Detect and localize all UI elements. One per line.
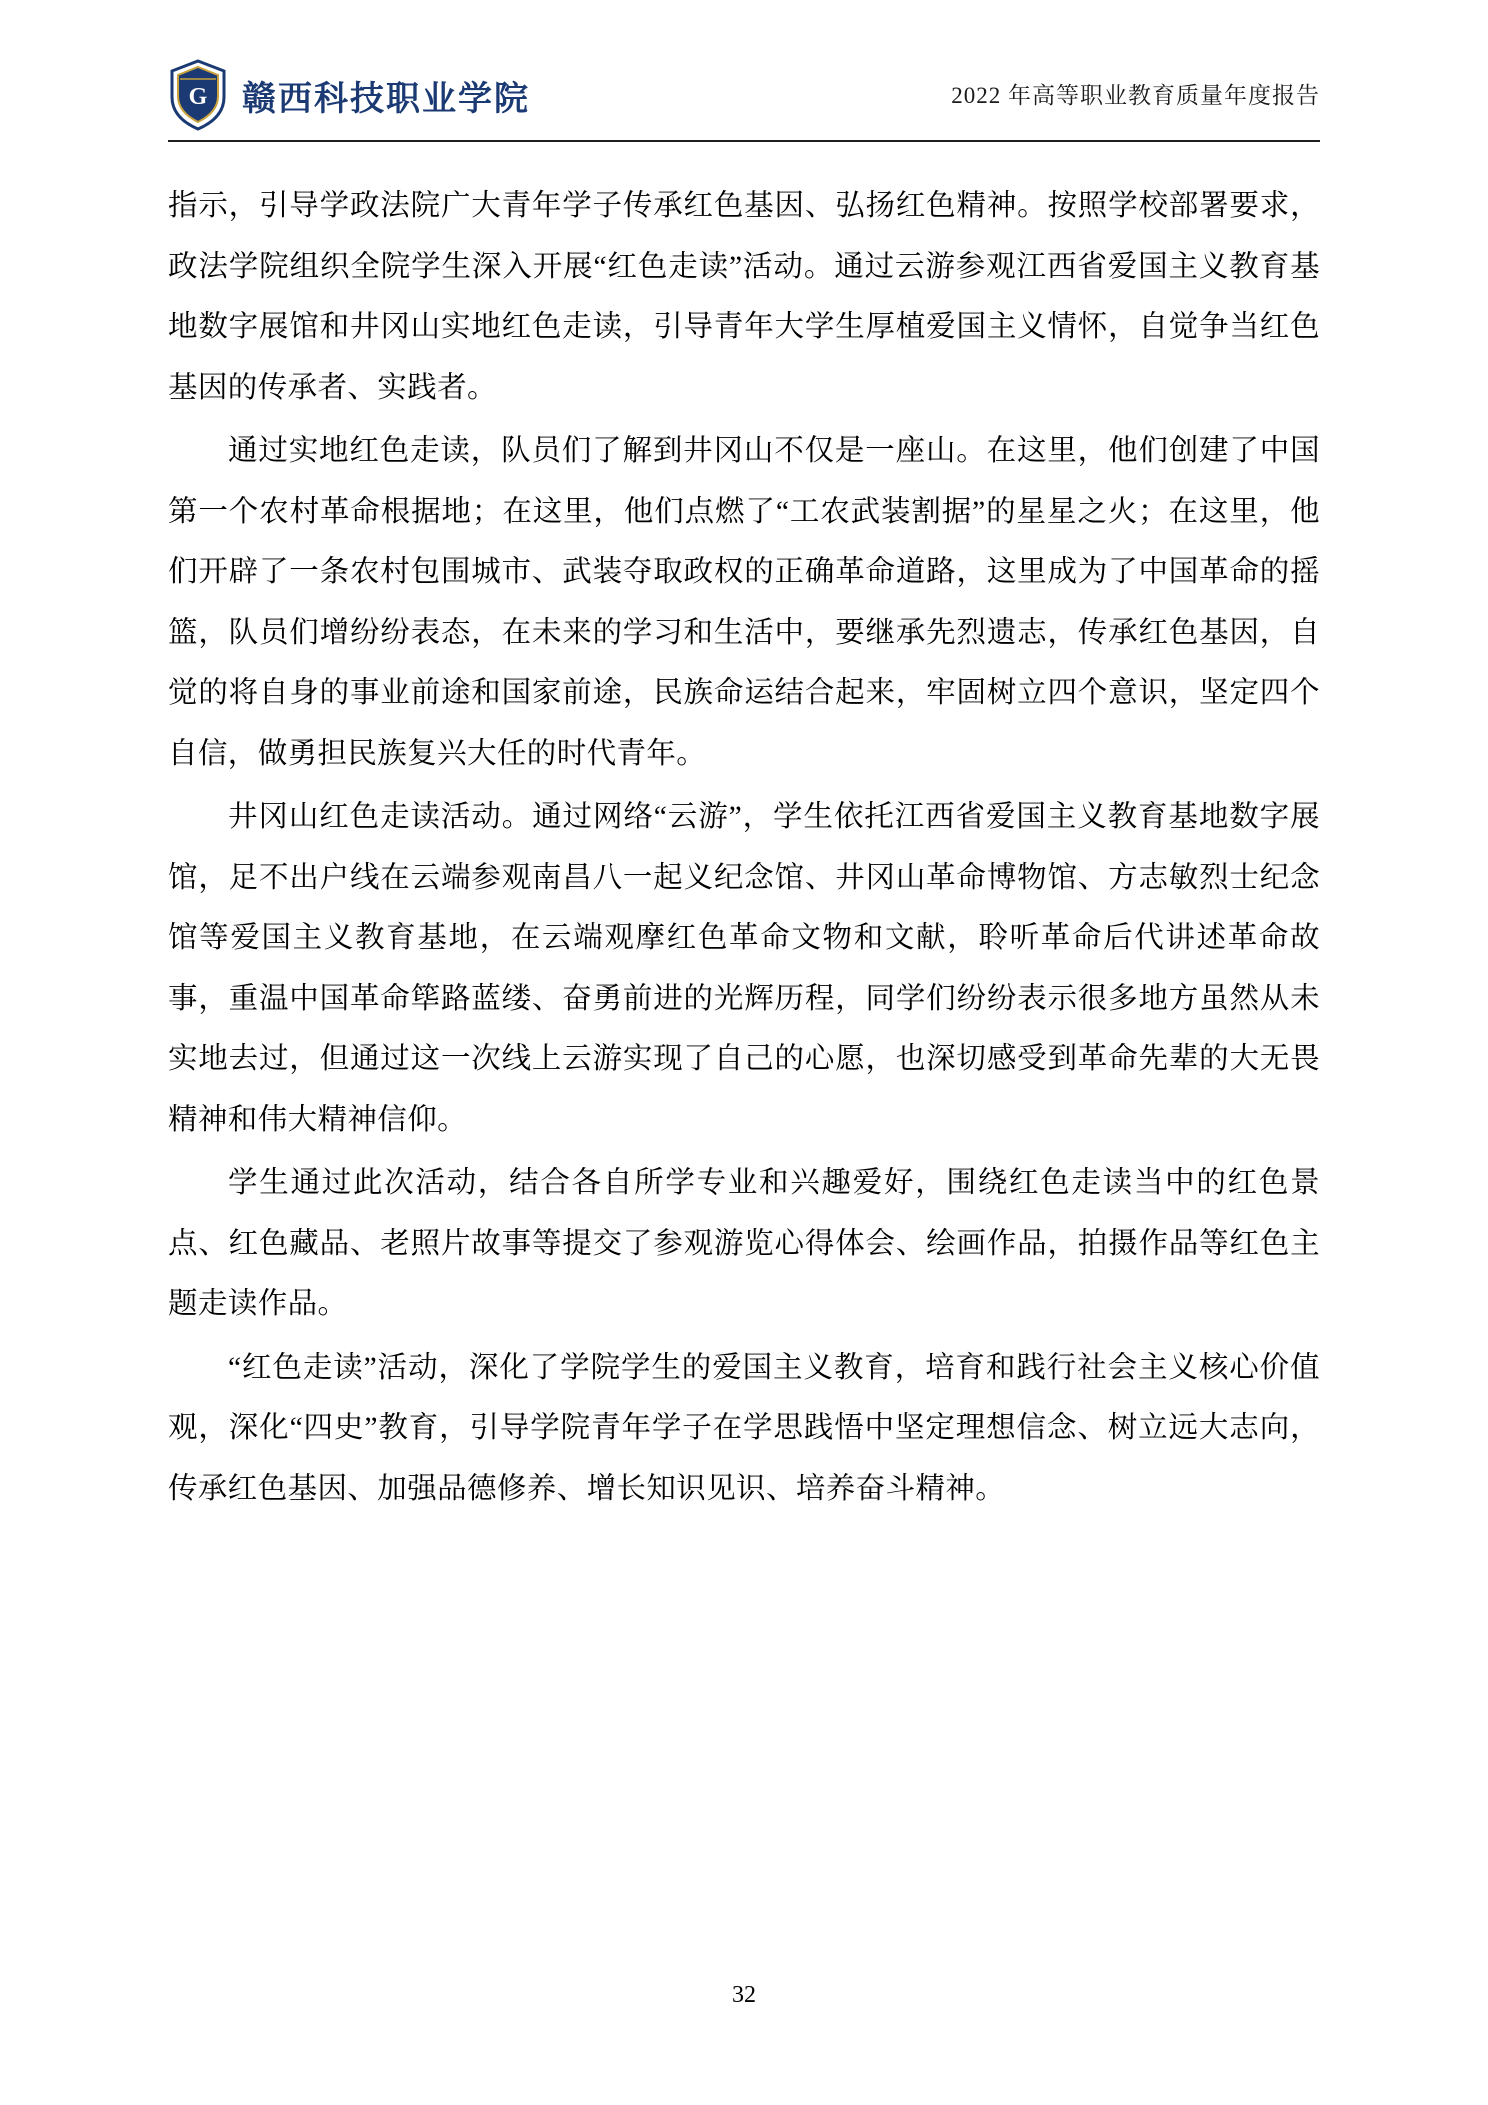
- page-header: [168, 55, 1320, 135]
- svg-text:G: G: [188, 84, 208, 110]
- school-name: 赣西科技职业学院: [242, 80, 530, 118]
- school-emblem-icon: [168, 59, 228, 131]
- document-body: [168, 176, 1320, 1522]
- paragraph: 学生通过此次活动，结合各自所学专业和兴趣爱好，围绕红色走读当中的红色景点、红色藏品、老照片故事等提交了参观游览心得体会、绘画作品，拍摄作品等红色主题走读作品。: [168, 1167, 1320, 1320]
- page-number: 32: [732, 1982, 756, 2008]
- paragraph: 指示，引导学政法院广大青年学子传承红色基因、弘扬红色精神。按照学校部署要求，政法学院组织全院学生深入开展“红色走读”活动。通过云游参观江西省爱国主义教育基地数字展馆和井冈山实地红色走读，引导青年大学生厚植爱国主义情怀，自觉争当红色基因的传承者、实践者。: [168, 190, 1320, 404]
- paragraph: 通过实地红色走读，队员们了解到井冈山不仅是一座山。在这里，他们创建了中国第一个农村革命根据地；在这里，他们点燃了“工农武装割据”的星星之火；在这里，他们开辟了一条农村包围城市、武装夺取政权的正确革命道路，这里成为了中国革命的摇篮，队员们增纷纷表态，在未来的学习和生活中，要继承先烈遗志，传承红色基因，自觉的将自身的事业前途和国家前途，民族命运结合起来，牢固树立四个意识，坚定四个自信，做勇担民族复兴大任的时代青年。: [168, 435, 1320, 770]
- header-divider: [168, 140, 1320, 142]
- paragraph: “红色走读”活动，深化了学院学生的爱国主义教育，培育和践行社会主义核心价值观，深化“四史”教育，引导学院青年学子在学思践悟中坚定理想信念、树立远大志向，传承红色基因、加强品德修养、增长知识见识、培养奋斗精神。: [168, 1351, 1320, 1505]
- report-title: 2022 年高等职业教育质量年度报告: [951, 82, 1320, 108]
- paragraph: 井冈山红色走读活动。通过网络“云游”，学生依托江西省爱国主义教育基地数字展馆，足不出户线在云端参观南昌八一起义纪念馆、井冈山革命博物馆、方志敏烈士纪念馆等爱国主义教育基地，在云端观摩红色革命文物和文献，聆听革命后代讲述革命故事，重温中国革命筚路蓝缕、奋勇前进的光辉历程，同学们纷纷表示很多地方虽然从未实地去过，但通过这一次线上云游实现了自己的心愿，也深切感受到革命先辈的大无畏精神和伟大精神信仰。: [168, 801, 1320, 1136]
- header-brand: [168, 59, 530, 131]
